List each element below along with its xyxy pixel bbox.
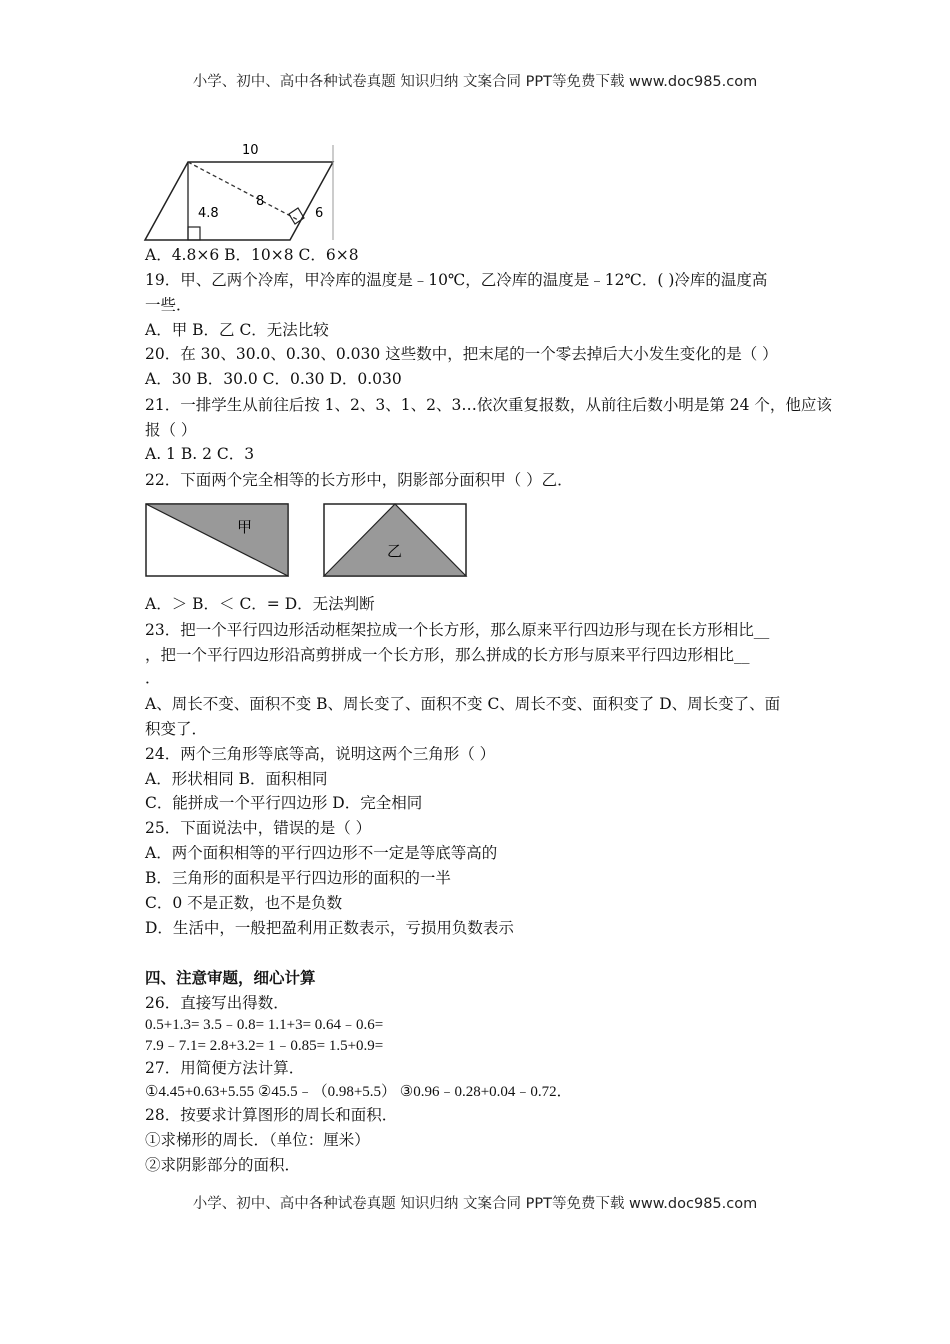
label-side: 6 xyxy=(315,206,324,221)
q23-options-cont: 积变了． xyxy=(145,720,208,738)
label-diag: 8 xyxy=(256,194,265,209)
q18-options: A．4.8×6 B．10×8 C．6×8 xyxy=(145,246,359,264)
q27-text: 27．用简便方法计算． xyxy=(145,1059,305,1077)
right-angle-mark xyxy=(188,227,200,240)
q25-option-c: C．0 不是正数，也不是负数 xyxy=(145,894,343,912)
q21-text: 21．一排学生从前往后按 1、2、3、1、2、3…依次重复报数，从前往后数小明是第 24 个，他应该 xyxy=(145,396,832,414)
label-height: 4.8 xyxy=(198,206,219,221)
q19-text-cont: 一些． xyxy=(145,296,192,314)
q20-text: 20．在 30、30.0、0.30、0.030 这些数中，把末尾的一个零去掉后大小发生变化的是（ ） xyxy=(145,345,778,363)
q24-options-1: A．形状相同 B．面积相同 xyxy=(145,770,328,788)
q23-options: A、周长不变、面积不变 B、周长变了、面积不变 C、周长不变、面积变了 D、周长变了、面 xyxy=(145,695,781,713)
label-yi: 乙 xyxy=(387,542,403,560)
q25-option-a: A．两个面积相等的平行四边形不一定是等底等高的 xyxy=(145,844,498,862)
q24-options-2: C．能拼成一个平行四边形 D．完全相同 xyxy=(145,794,423,812)
q21-options: A. 1 B. 2 C．3 xyxy=(145,445,255,463)
page-footer: 小学、初中、高中各种试卷真题 知识归纳 文案合同 PPT等免费下载 www.doc985.com xyxy=(192,1196,758,1212)
q25-option-b: B．三角形的面积是平行四边形的面积的一半 xyxy=(145,869,451,887)
q28-text: 28．按要求计算图形的周长和面积． xyxy=(145,1106,398,1124)
q28-item-2: ②求阴影部分的面积． xyxy=(145,1156,301,1174)
q22-options: A．＞ B．＜ C．= D．无法判断 xyxy=(145,595,375,613)
q19-text: 19．甲、乙两个冷库，甲冷库的温度是﹣10℃，乙冷库的温度是﹣12℃．( )冷库的温度高 xyxy=(145,271,768,289)
q26-row-1: 0.5+1.3= 3.5﹣0.8= 1.1+3= 0.64﹣0.6= xyxy=(145,1017,384,1033)
q19-options: A．甲 B．乙 C．无法比较 xyxy=(145,321,329,339)
section-heading: 四、注意审题，细心计算 xyxy=(145,969,316,987)
q24-text: 24．两个三角形等底等高，说明这两个三角形（ ） xyxy=(145,745,496,763)
parallelogram-figure xyxy=(140,135,340,245)
q25-option-d: D．生活中，一般把盈利用正数表示，亏损用负数表示 xyxy=(145,919,514,937)
label-top: 10 xyxy=(242,143,259,158)
parallelogram-shape xyxy=(145,162,333,240)
q21-text-cont: 报（ ） xyxy=(145,421,197,439)
q25-text: 25．下面说法中，错误的是（ ） xyxy=(145,819,372,837)
label-jia: 甲 xyxy=(237,518,253,536)
q23-text: 23．把一个平行四边形活动框架拉成一个长方形，那么原来平行四边形与现在长方形相比__ xyxy=(145,621,770,639)
q22-text: 22．下面两个完全相等的长方形中，阴影部分面积甲（ ）乙． xyxy=(145,471,573,489)
q26-row-2: 7.9﹣7.1= 2.8+3.2= 1﹣0.85= 1.5+0.9= xyxy=(145,1038,384,1054)
q20-options: A．30 B．30.0 C．0.30 D．0.030 xyxy=(145,370,402,388)
right-angle-mark-2 xyxy=(289,208,304,224)
q26-text: 26．直接写出得数． xyxy=(145,994,289,1012)
page-header: 小学、初中、高中各种试卷真题 知识归纳 文案合同 PPT等免费下载 www.doc985.com xyxy=(192,74,758,90)
q23-text-cont: ，把一个平行四边形沿高剪拼成一个长方形，那么拼成的长方形与原来平行四边形相比__ xyxy=(145,646,750,664)
q28-item-1: ①求梯形的周长．（单位：厘米） xyxy=(145,1131,370,1149)
rectangles-figure xyxy=(140,500,480,582)
q27-items: ①4.45+0.63+5.55 ②45.5﹣（0.98+5.5） ③0.96﹣0.28+0.04﹣0.72． xyxy=(145,1084,572,1100)
q23-text-end: ． xyxy=(145,669,161,687)
